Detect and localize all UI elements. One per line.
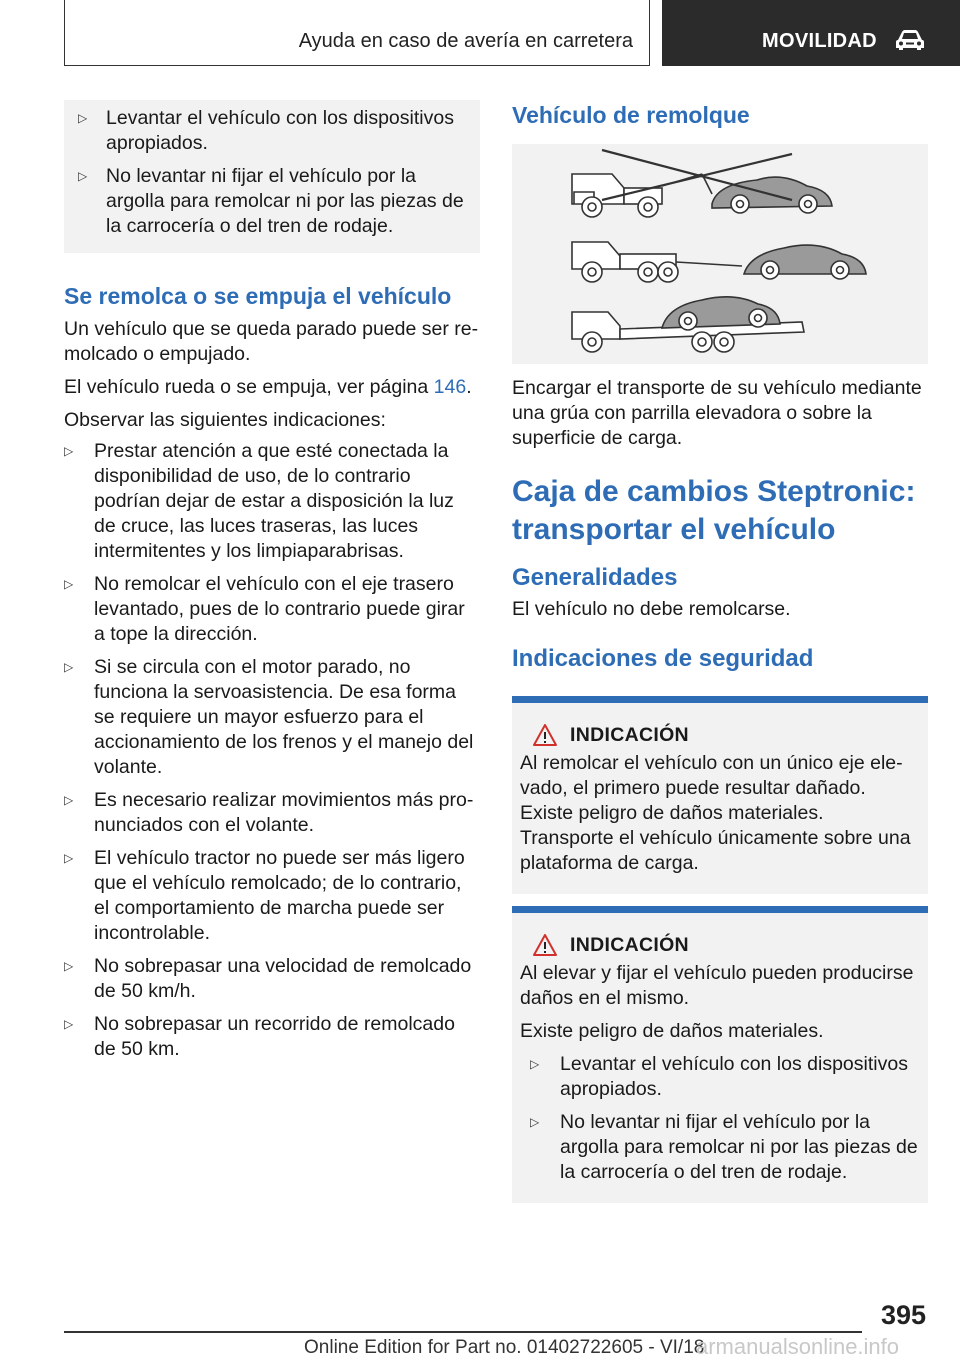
warning-icon xyxy=(532,723,558,747)
list-item: ▷ No sobrepasar una velocidad de remolcado de 50 km/h. xyxy=(64,955,472,1002)
list-item: ▷ Prestar atención a que esté conectada la disponibilidad de uso, de lo contrario podrían dejar de estar a disposición la luz de cruce, las luces traseras, las luces intermitentes y los limpiaparabrisas. xyxy=(64,440,454,562)
right-column xyxy=(512,100,928,1203)
triangle-bullet-icon: ▷ xyxy=(78,169,88,183)
header-chapter-box xyxy=(662,0,960,66)
triangle-bullet-icon: ▷ xyxy=(64,851,74,865)
list-item: ▷ No levantar ni fijar el vehículo por la argolla para remolcar ni por las piezas de la carrocería o del tren de rodaje. xyxy=(78,165,464,237)
triangle-bullet-icon: ▷ xyxy=(64,444,74,458)
tow-truck-illustration xyxy=(512,144,928,364)
indications-list xyxy=(64,439,480,1062)
section-title: Ayuda en caso de avería en carretera xyxy=(298,30,633,52)
warning-icon xyxy=(532,933,558,957)
figure-caption: Encargar el transporte de su vehículo mediante una grúa con parrilla elevadora o sobre la superficie de carga. xyxy=(512,377,922,449)
safety-heading: Indicaciones de seguridad xyxy=(512,645,814,672)
triangle-bullet-icon: ▷ xyxy=(78,111,88,125)
list-item: ▷ Si se circula con el motor parado, no funciona la servoasistencia. De esa forma se requiere un mayor esfuerzo para el accionamiento de los frenos y el manejo del volante. xyxy=(64,656,474,778)
edition-text: Online Edition for Part no. 01402722605 - VI/18 xyxy=(304,1337,705,1358)
reference-text: El vehículo rueda o se empuja, ver página 146. xyxy=(64,376,472,398)
notice-box xyxy=(512,906,928,1203)
left-column xyxy=(64,100,480,1070)
watermark: armanualsonline.info xyxy=(696,1334,900,1359)
triangle-bullet-icon: ▷ xyxy=(64,660,74,674)
triangle-bullet-icon: ▷ xyxy=(530,1115,540,1129)
towing-illustration xyxy=(512,144,928,364)
notice-label: INDICACIÓN xyxy=(570,723,689,746)
triangle-bullet-icon: ▷ xyxy=(64,577,74,591)
list-item: ▷ Levantar el vehículo con los dispositivos apropiados. xyxy=(78,107,454,154)
list-item: ▷ Levantar el vehículo con los dispositivos apropiados. xyxy=(530,1053,908,1100)
car-icon xyxy=(894,28,926,52)
list-item: ▷ No remolcar el vehículo con el eje trasero levantado, pues de lo contrario puede girar a tope la dirección. xyxy=(64,573,465,645)
list-item: ▷ No levantar ni fijar el vehículo por la argolla para remolcar ni por las piezas de la carrocería o del tren de rodaje. xyxy=(530,1111,918,1183)
caution-list xyxy=(78,106,466,239)
section-heading: Se remolca o se empuja el vehículo xyxy=(64,283,452,309)
steptronic-title: Caja de cambios Steptronic: transportar el vehículo xyxy=(512,475,916,546)
list-item: ▷ Es necesario realizar movimientos más pronunciados con el volante. xyxy=(64,789,474,836)
chapter-title: MOVILIDAD xyxy=(762,30,877,52)
caution-box xyxy=(64,100,480,253)
notice-label: INDICACIÓN xyxy=(570,933,689,956)
notice-list xyxy=(530,1052,920,1185)
triangle-bullet-icon: ▷ xyxy=(530,1057,540,1071)
triangle-bullet-icon: ▷ xyxy=(64,959,74,973)
notice-text: Al elevar y fijar el vehículo pueden producirse daños en el mismo. xyxy=(520,962,914,1009)
triangle-bullet-icon: ▷ xyxy=(64,1017,74,1031)
list-item: ▷ No sobrepasar un recorrido de remolcado de 50 km. xyxy=(64,1013,455,1060)
triangle-bullet-icon: ▷ xyxy=(64,793,74,807)
tow-vehicle-heading: Vehículo de remolque xyxy=(512,102,750,128)
list-item: ▷ El vehículo tractor no puede ser más ligero que el vehículo remolcado; de lo contrario, el comportamiento de marcha puede ser incontrolable. xyxy=(64,847,465,944)
notice-text: Al remolcar el vehículo con un único eje elevado, el primero puede resultar dañado. Existe peligro de daños materiales. Transporte el vehículo únicamente sobre una plataforma de carga. xyxy=(520,752,911,874)
footer-divider xyxy=(64,1331,862,1333)
general-heading: Generalidades xyxy=(512,564,678,591)
page-number: 395 xyxy=(880,1300,926,1330)
notice-text: Existe peligro de daños materiales. xyxy=(520,1020,824,1042)
intro-text: Un vehículo que se queda parado puede ser remolcado o empujado. xyxy=(64,318,479,365)
general-text: El vehículo no debe remolcarse. xyxy=(512,598,791,620)
observe-text: Observar las siguientes indicaciones: xyxy=(64,409,386,431)
page-link[interactable]: 146 xyxy=(433,376,467,398)
notice-box xyxy=(512,696,928,894)
header-section-box xyxy=(64,0,650,66)
